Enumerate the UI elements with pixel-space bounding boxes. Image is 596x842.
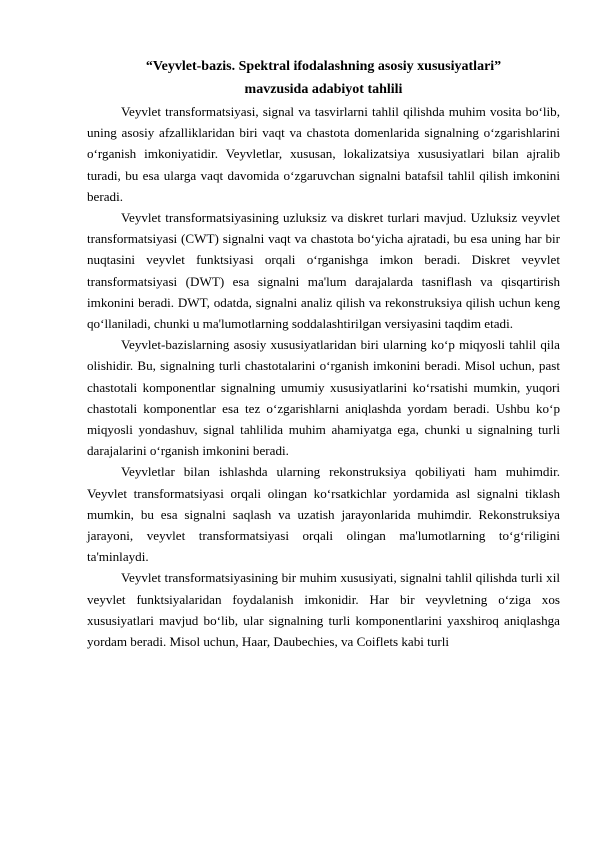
paragraph-4: Veyvletlar bilan ishlashda ularning rekonstruksiya qobiliyati ham muhimdir. Veyvlet transformatsiyasi orqali olingan ko‘rsatkichlar yordamida asl signalni tiklash mumkin, bu esa signalni saqlash va uzatish jarayonlarida muhimdir. Rekonstruksiya jarayoni, veyvlet transformatsiyasi orqali olingan ma'lumotlarning to‘g‘riligini ta'minlaydi. bbox=[87, 464, 560, 565]
title-line-1: “Veyvlet-bazis. Spektral ifodalashning asosiy xususiyatlari” bbox=[145, 59, 502, 74]
title-line-2: mavzusida adabiyot tahlili bbox=[244, 81, 403, 97]
paragraph-1: Veyvlet transformatsiyasi, signal va tasvirlarni tahlil qilishda muhim vosita bo‘lib, uning asosiy afzalliklaridan biri vaqt va chastota domenlarida signalning o‘zgarishlarini o‘rganish imkoniyatidir. Veyvletlar, xususan, lokalizatsiya xususiyatlari bilan ajralib turadi, bu esa ularga vaqt davomida o‘zgaruvchan signalni batafsil tahlil qilish imkonini beradi. bbox=[87, 104, 560, 204]
paragraph-5: Veyvlet transformatsiyasining bir muhim xususiyati, signalni tahlil qilishda turli xil veyvlet funktsiyalaridan foydalanish imkonidir. Har bir veyvletning o‘ziga xos xususiyatlari mavjud bo‘lib, ular signalning turli komponentlarini yaxshiroq aniqlashga yordam beradi. Misol uchun, Haar, Daubechies, va Coiflets kabi turli bbox=[87, 570, 560, 650]
document-body bbox=[87, 56, 560, 652]
paragraph-2: Veyvlet transformatsiyasining uzluksiz va diskret turlari mavjud. Uzluksiz veyvlet transformatsiyasi (CWT) signalni vaqt va chastota bo‘yicha ajratadi, bu esa uning har bir nuqtasini veyvlet funktsiyasi orqali o‘rganishga imkon beradi. Diskret veyvlet transformatsiyasi (DWT) esa signalni ma'lum darajalarda tasniflash va qisqartirish imkonini beradi. DWT, odatda, signalni analiz qilish va rekonstruksiya qilish uchun keng qo‘llaniladi, chunki u ma'lumotlarning soddalashtirilgan versiyasini taqdim etadi. bbox=[87, 210, 560, 332]
paragraph-3: Veyvlet-bazislarning asosiy xususiyatlaridan biri ularning ko‘p miqyosli tahlil qila olishidir. Bu, signalning turli chastotalarini o‘rganish imkonini beradi. Misol uchun, past chastotali komponentlar signalning umumiy xususiyatlarini ko‘rsatishi mumkin, yuqori chastotali komponentlar esa tez o‘zgarishlarni aniqlashda yordam beradi. Ushbu ko‘p miqyosli yondashuv, signal tahlilida muhim ahamiyatga ega, chunki u signalning turli darajalarini o‘rganish imkonini beradi. bbox=[87, 337, 560, 459]
document-title bbox=[87, 56, 560, 101]
